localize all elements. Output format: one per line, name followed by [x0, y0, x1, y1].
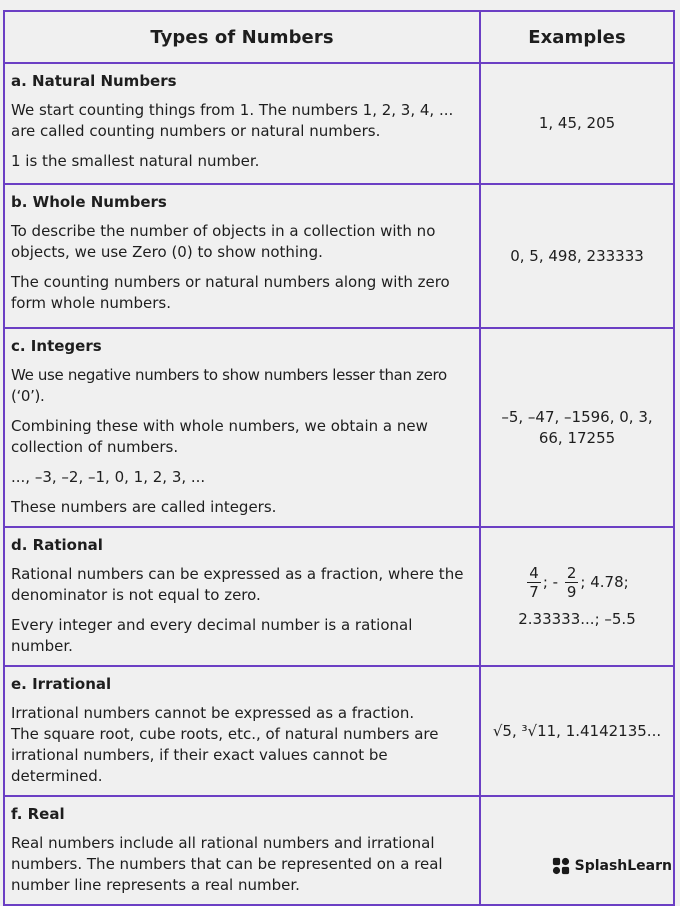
row-title: e. Irrational	[11, 675, 112, 693]
row-paragraph: Combining these with whole numbers, we obtain a new collection of numbers.	[11, 417, 428, 456]
table-row	[4, 184, 674, 328]
logo-text: SplashLearn	[574, 858, 672, 874]
table-row	[4, 63, 674, 184]
header-row	[4, 11, 674, 63]
types-of-numbers-table	[3, 10, 675, 906]
row-paragraph: Irrational numbers cannot be expressed as a fraction.	[11, 704, 415, 722]
row-title: c. Integers	[11, 337, 102, 355]
row-paragraph: We start counting things from 1. The numbers 1, 2, 3, 4, ... are called counting numbers or natural numbers.	[11, 101, 454, 140]
row-paragraph: These numbers are called integers.	[11, 498, 277, 516]
fraction-2-9	[565, 564, 579, 601]
row-title: b. Whole Numbers	[11, 193, 167, 211]
rational-examples-line1	[481, 564, 673, 601]
table-row	[4, 527, 674, 666]
rational-examples-line2: 2.33333...; –5.5	[518, 609, 636, 628]
row-description	[4, 527, 480, 666]
row-description	[4, 63, 480, 184]
row-paragraph: ..., –3, –2, –1, 0, 1, 2, 3, ...	[11, 468, 206, 486]
row-examples: 0, 5, 498, 233333	[480, 184, 674, 328]
row-title: a. Natural Numbers	[11, 72, 177, 90]
table-row	[4, 796, 674, 905]
header-types: Types of Numbers	[4, 11, 480, 63]
row-title: d. Rational	[11, 536, 103, 554]
row-examples	[480, 796, 674, 905]
row-paragraph: We use negative numbers to show numbers lesser than zero (‘0’).	[11, 366, 447, 405]
row-paragraph: To describe the number of objects in a collection with no objects, we use Zero (0) to show nothing.	[11, 222, 436, 261]
row-paragraph: Real numbers include all rational numbers and irrational numbers. The numbers that can be represented on a real number line represents a real number.	[11, 834, 443, 894]
row-description	[4, 796, 480, 905]
separator: ; 4.78;	[580, 572, 629, 591]
row-paragraph: 1 is the smallest natural number.	[11, 152, 260, 170]
row-description	[4, 666, 480, 796]
row-description	[4, 328, 480, 527]
row-description	[4, 184, 480, 328]
splashlearn-icon	[552, 857, 570, 875]
table-row	[4, 666, 674, 796]
row-examples: √5, ³√11, 1.4142135...	[480, 666, 674, 796]
fraction-numerator: 4	[529, 563, 539, 582]
row-examples: –5, –47, –1596, 0, 3, 66, 17255	[480, 328, 674, 527]
row-paragraph: The counting numbers or natural numbers along with zero form whole numbers.	[11, 273, 450, 312]
row-paragraph: Every integer and every decimal number is a rational number.	[11, 616, 413, 655]
row-examples	[480, 527, 674, 666]
fraction-4-7	[527, 564, 541, 601]
splashlearn-logo	[552, 857, 672, 875]
fraction-denominator: 7	[529, 582, 539, 601]
table-row	[4, 328, 674, 527]
row-paragraph: Rational numbers can be expressed as a fraction, where the denominator is not equal to zero.	[11, 565, 464, 604]
row-paragraph: The square root, cube roots, etc., of natural numbers are irrational numbers, if their exact values cannot be determined.	[11, 725, 439, 785]
fraction-numerator: 2	[566, 563, 577, 582]
header-examples: Examples	[480, 11, 674, 63]
fraction-denominator: 9	[566, 582, 577, 601]
row-title: f. Real	[11, 805, 65, 823]
separator: ; -	[542, 572, 559, 591]
row-examples: 1, 45, 205	[480, 63, 674, 184]
